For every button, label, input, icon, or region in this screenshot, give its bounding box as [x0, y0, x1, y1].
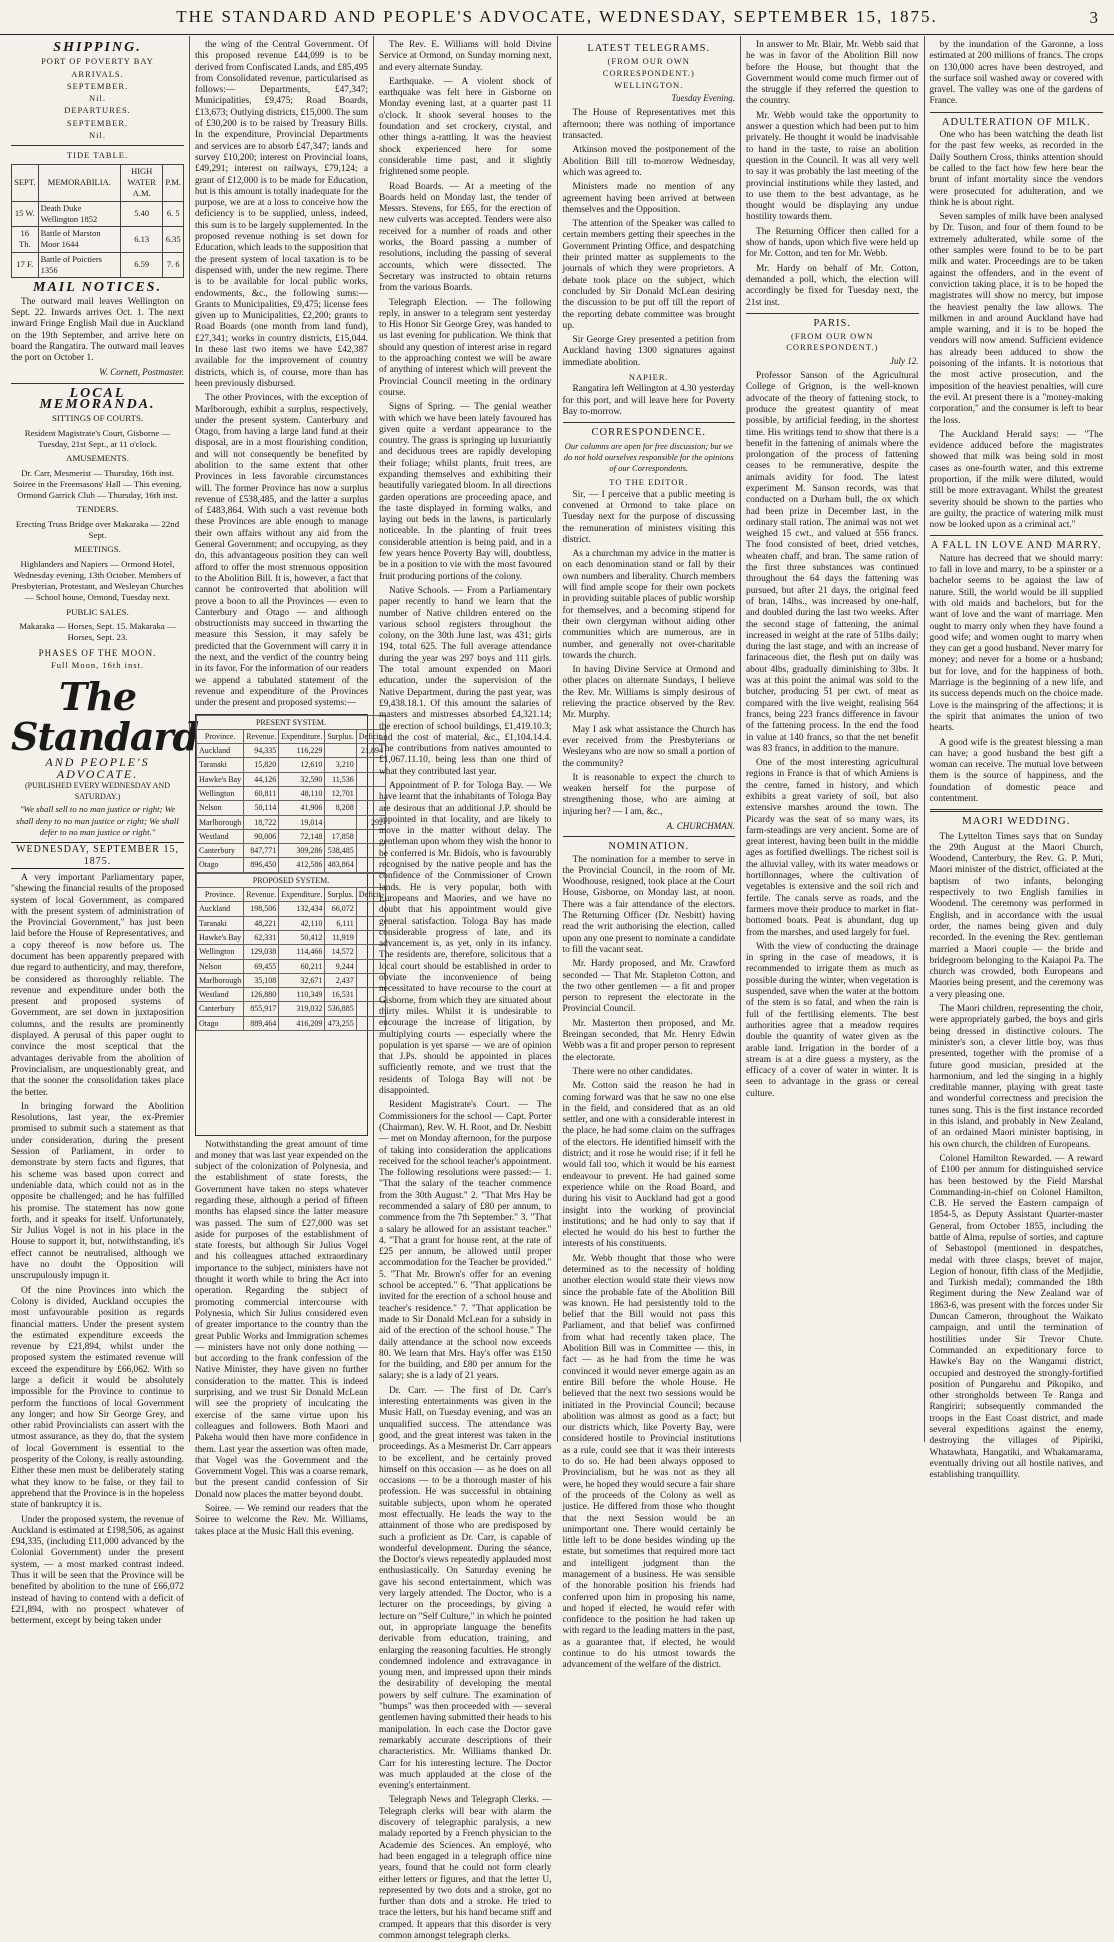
finance-cell: 41,906: [279, 801, 325, 815]
finance-cell: [325, 744, 356, 758]
proposed-system-label: PROPOSED SYSTEM.: [197, 873, 386, 887]
finance-row: [197, 1002, 386, 1016]
paris-paragraph: Professor Sanson of the Agricultural College of Grignon, is the well-known advocate of the theory of fattening stock, to produce the greatest quantity of meat possible, by artificial feeding, in the shortest time. His writings tend to show that there is a benefit in the fattening of animals where the prolongation of the process of fattening ceases to be remunerative, despite the animals avidity for food. The latest experiment M. Sanson records, was that conducted on a Durham bull, the ox which had been prize in December last, in the ordinary stall ration. The animal was not wet weighed 15 cwt., and valued at 556 francs. The food consisted of beet, dried vetches, wheaten chaff, and bran. The same ration of the first three substances was continued throughout the 64 days the fattening was pursued, but after 21 days, the original feed of bran, 14lbs., was increased by one-half, and doubled during the last two weeks. After the second stage of fattening, the animal increased in weight at the rate of 51lbs daily; during the last stage, and with an increase of farinaceous diet, the flesh put on daily was about 4lbs, gradually diminishing to 3lbs. It was at this point the animal was sold to the butcher, producing 51 per cwt. of meat as compared with the live weight, realising 564 francs, being 223 francs difference in favour of the fattening process. In the end the food in value at 140 francs, so that the net benefit was 83 francs, in addition to the manure.: [746, 371, 919, 754]
wedding-paragraph: The Lyttelton Times says that on Sunday the 29th August at the Maori Church, Woodend, Canterbury, the Rev. G. P. Muti, Maori minister of the district, officiated at the baptism of two infants, belonging respectively to two English families in Woodend. The ceremony was performed in English, and in accordance with the usual order, the names being given and duly recorded. In the evening the Rev. gentleman married a Maori couple — the bride and bridegroom belonging to the Kaiapoi Pa. The church was crowded, both Europeans and Maories being present, and the ceremony was a very pleasing one.: [929, 831, 1103, 1000]
mail-notices-heading: MAIL NOTICES.: [33, 280, 162, 296]
nomination-paragraph: The nomination for a member to serve in the Provincial Council, in the room of Mr. Woodhouse, resigned, took place at the Court House, Gisborne, on Monday last, at noon. There was a fair attendance of the electors. The Returning Officer (Dr. Nesbitt) having read the writ authorising the election, called upon any one present to nominate a candidate to fill the vacant seat.: [562, 854, 735, 955]
letter-paragraph: It is reasonable to expect the church to weaken herself for the purpose of strengthening those, who are aiming at injuring her? — I am, &c.,: [562, 772, 735, 817]
arrivals-entry: Nil.: [89, 93, 106, 104]
finance-cell: Taranaki: [197, 916, 244, 930]
finance-cell: 536,885: [325, 1002, 356, 1016]
departures-entry: Nil.: [89, 130, 106, 141]
finance-cell: 15,820: [244, 758, 279, 772]
local-news-item: Road Boards. — At a meeting of the Boards held on Monday last, the tender of Messrs. Stevens, for £65, for the erection of new culverts was accepted. Tenders were also received for a number of roads and other works, the Board passing a number of resolutions, including the passing of several accounts, which were dissected. The Secretary was instructed to obtain returns from the various Boards.: [379, 181, 552, 294]
finance-cell: 8,208: [325, 801, 356, 815]
finance-row: [197, 959, 386, 973]
finance-cell: Nelson: [197, 959, 244, 973]
mail-notice-text: The outward mail leaves Wellington on Sept. 22. Inwards arrives Oct. 1. The next inward Fringe English Mail due in Auckland on the 19th September, and arrive here on board the Rangatira. The outward mail leaves the port on October 1.: [11, 296, 184, 364]
finance-cell: Westland: [197, 829, 244, 843]
arrivals-month: SEPTEMBER.: [66, 80, 129, 91]
finance-cell: 66,072: [325, 902, 356, 916]
column-2: [190, 36, 383, 1537]
page-number: 3: [1089, 8, 1100, 27]
finance-cell: 847,771: [244, 844, 279, 858]
local-news-item: Telegraph News and Telegraph Clerks. — Telegraph clerks will bear with alarm the discovery of telegraphic paralysis, a new malady reported by a French physician to the Academie des Sciences. An employé, who had been engaged in a telegraph office nine years, found that he could not form clearly either letters or figures, and that the letter U, represented by two dots and a stroke, got no further than dots and a stroke. He tried to trace the letters, but his hand became stiff and cramped. It appears that this disorder is very common amongst telegraph clerks.: [379, 1795, 552, 1941]
finance-cell: 9,244: [325, 959, 356, 973]
telegrams-heading: LATEST TELEGRAMS.: [587, 43, 711, 54]
telegram-item: Sir George Grey presented a petition from Auckland having 1300 signatures against immediate abolition.: [562, 335, 735, 368]
finance-row: [197, 772, 386, 786]
newspaper-nameplate: [11, 674, 199, 802]
present-system-table: PRESENT SYSTEM. Province. Revenue. Expenditure. Surplus. Deficit. Auckland 94,335 116,229 21,894 Taranaki 15,820 12,610 3,210 Hawke's Bay 44,126 32,590 11,536 Wellington 60,811 48,110 12,701 Nelson 50,114 41,906 8,208 Marlborough 18,722 19,014 292 Westland 90,006 72,148 17,858 Canterbury 847,771 309,286 538,485 Otago 896,450 412,586 483,864: [196, 715, 386, 873]
finance-cell: 48,110: [279, 787, 325, 801]
financial-table: [195, 714, 383, 1136]
finance-cell: 32,671: [279, 973, 325, 987]
finance-cell: Nelson: [197, 801, 244, 815]
divider: [746, 313, 919, 314]
finance-cell: 132,434: [279, 902, 325, 916]
moon-phases-heading: PHASES OF THE MOON.: [38, 647, 157, 658]
newspaper-columns: [6, 36, 1108, 1941]
column-4: [558, 36, 742, 1671]
finance-row: [197, 829, 386, 843]
local-news-item: Native Schools. — From a Parliamentary paper recently to hand we learn that the number of Native children entered on the various school registers throughout the colony, on the 30th June last, was 431; girls 194, total 625. The full average attendance during the year was 297 boys and 111 girls. The total amount expended on Maori education, under the supervision of the Native Department, during the past year, was £9,438.18.1. Of this amount the salaries of masters and mistresses absorbed £4,321.14; the erection of school buildings, £1,419.10.3; and the cost of material, &c., £1,104.14.4. The contributions from natives amounted to £1,067.11.10, being less than one third of what they contributed last year.: [379, 585, 552, 777]
paris-date: July 12.: [890, 355, 919, 366]
finance-row: [197, 787, 386, 801]
letter-paragraph: As a churchman my advice in the matter is on each denomination stand or fall by their own numbers and liberality. Church members will find ample scope for their own pockets in providing suitable places of public worship for themselves, and a becoming stipend for their own clergyman without aiding other communities which are numerous, are in number, and generally not over-charitable towards the church.: [562, 549, 735, 661]
divider: [11, 145, 184, 146]
finance-cell: 44,126: [244, 772, 279, 786]
divider: [930, 112, 1104, 113]
finance-cell: 114,466: [279, 945, 325, 959]
leader-paragraph: The other Provinces, with the exception of Marlborough, exhibit a surplus, respectively, under the present system. Canterbury and Otago, from having a large land fund at their disposal, are in a most flourishing condition, and will not consequently be benefited by abolition to the same extent that other Provinces in less favorable circumstances will. The former Province has now a surplus revenue of £538,485, and the latter a surplus of £483,864. With such a vast revenue both these Provinces are able enough to manage their own affairs without any aid from the General Government; and occupying, as they do, this advantageous position they can well afford to offer the most strenuous opposition to the Abolition Bill. It is, however, a fact that cannot be controverted that abolition will prove a boon to all the Provinces — even to Canterbury and Otago — and although obstructionists may succeed in thwarting the measure this Session, it may safely be predicted that the Government will carry it in the next, and the verdict of the country being in its favor. For the information of our readers we append a tabulated statement of the revenue and expenditure of the Provinces under the present and proposed systems:—: [195, 393, 368, 709]
soiree-notice: Soiree. — We remind our readers that the Soiree to welcome the Rev. Mr. Williams, takes place at the Music Hall this evening.: [195, 1504, 368, 1537]
finance-cell: Otago: [197, 1016, 244, 1030]
article-paragraph: Notwithstanding the great amount of time and money that was last year expended on the subject of the colonization of Polynesia, and the establishment of state forests, the Government have taken no steps whatever regarding these, although a period of fifteen months has elapsed since the latter measure was passed. The sum of £27,000 was set aside for purposes of the establishment of state forests, but although Sir Julius Vogel and his colleagues attached extraordinary importance to the subject, ministers have not thought it worth while to bring the Act into operation. Regarding the subject of promoting commercial intercourse with Polynesia, which Sir Julius considered even of greater importance to the country than the great Public Works and Immigration schemes — ministers have not only done nothing — but according to the frank confession of the Native Minister, they have given no further consideration to the matter. This is indeed surprising, and we trust Sir Donald McLean will see the propriety of inculcating the exercise of the same virtue upon his colleagues and followers. Both Maori and Pakeha would then have more confidence in them. Last year the assertion was often made, that Vogel was the Government and the Government Vogel. This was a coarse remark, but the present candid confession of Sir Donald now places the matter beyond doubt.: [195, 1139, 368, 1500]
correspondence-heading: CORRESPONDENCE.: [591, 427, 706, 439]
finance-cell: Taranaki: [197, 758, 244, 772]
finance-row: [197, 930, 386, 944]
finance-cell: 60,211: [279, 959, 325, 973]
finance-row: [197, 815, 386, 829]
milk-paragraph: One who has been watching the death list for the past few weeks, as recorded in the Daily Southern Cross, thinks attention should be called to the fact how few here bear the brunt of infant mortality since the vendors were prosecuted for adulteration, and we think he is about right.: [929, 130, 1103, 208]
finance-row: [197, 744, 386, 758]
nomination-paragraph: The Returning Officer then called for a show of hands, upon which five were held up for Mr. Cotton, and ten for Mr. Webb.: [746, 226, 919, 260]
milk-paragraph: The Auckland Herald says: — "The evidence adduced before the magistrates showed that milk was being sold in most cases as one-fourth water, and this extreme proportion, if the milk were diluted, would still be more extravagant. Whilst the greatest severity should be shown to the parties who are guilty, the practice of watering milk must now be looked upon as a criminal act.": [929, 429, 1103, 531]
local-news-item: Appointment of P. for Tologa Bay. — We have learnt that the inhabitants of Tologa Bay are desirous that an additional J.P. should be appointed in that locality, and are likely to move in the matter without delay. The gentleman upon whom they wish the honor to be conferred is Mr. Bidois, who is favourably recognised by the native people and has the confidence of the Commissioner of Crown lands. He is very popular, both with Europeans and Maories, and we have no doubt that his appointment would give general satisfaction. Tologa Bay has made considerable progress of late, and its advancement is, as yet, only in its infancy. The residents are, therefore, solicitous that a local court should be established in order to obviate the inconvenience of being necessitated to have recourse to the court at Gisborne, from which they are situated about thirty miles. Whilst it is undesirable to encourage the increase of litigation, by multiplying courts — especially where the population is yet sparse — we are of opinion that J.Ps. should be appointed in places sufficiently remote, and we trust that the residents of Tologa Bay will not be disappointed.: [379, 781, 552, 1097]
letter-signature: A. CHURCHMAN.: [666, 821, 735, 831]
finance-cell: Marlborough: [197, 973, 244, 987]
divider: [11, 383, 184, 384]
maori-wedding-heading: MAORI WEDDING.: [961, 815, 1071, 828]
arrivals-heading: ARRIVALS.: [71, 68, 124, 79]
nomination-paragraph: Mr. Hardy on behalf of Mr. Cotton, demanded a poll, which, the election will accordingly be fixed for Tuesday next, the 21st inst.: [746, 263, 919, 308]
milk-paragraph: Seven samples of milk have been analysed by Dr. Tuson, and four of them found to be extremely adulterated, while some of the other samples were found to be to be part milk and water. Proceedings are to be taken against the offenders, and in the event of conviction taking place, it is to be hoped the magistrates will show no mercy, but impose the heaviest penalty the law allows. The milkmen in and around Auckland have had ample warning, and it is to be hoped the vendors will now amend. Sufficient evidence has already been adduced to show the poisoning of the infants. It is notorious that the most active prosecution, and the imposition of the heaviest penalties, will cure the evil. At present there is a "money-making corporation," and the consumer is left to bear the loss.: [929, 212, 1103, 426]
letter-paragraph: May I ask what assistance the Church has ever received from the Presbyterians or Wesleyans who are now so small a portion of the community?: [562, 724, 735, 769]
finance-cell: Hawke's Bay: [197, 772, 244, 786]
port-heading: PORT OF POVERTY BAY: [41, 56, 154, 67]
telegram-item: Ministers made no mention of any agreement having been arrived at between themselves and the Opposition.: [562, 182, 735, 215]
finance-cell: 538,485: [325, 844, 356, 858]
leader-paragraph: A very important Parliamentary paper, "shewing the financial results of the proposed system of local Government, as compared with the present system of administration of the Provincial Government," has just been laid before the House of Representatives, and a copy thereof is now before us. The document has been apparently prepared with due regard to authenticity, and may, therefore, be considered as thoroughly reliable. The revenue and expenditure under both the present and proposed systems of Government, are set down in juxtaposition columns, and the results are prominently displayed. A perusal of this paper ought to convince the most sceptical that the advantages derivable from the abolition of Provincialism, are unquestionably great, and that the sooner the consolidation takes place the better.: [11, 872, 184, 1098]
finance-row: [197, 801, 386, 815]
nameplate-title: The Standard: [11, 674, 199, 760]
finance-cell: 116,229: [279, 744, 325, 758]
finance-cell: 32,590: [279, 772, 325, 786]
finance-cell: 483,864: [325, 858, 356, 872]
love-paragraph: Nature has decreed that we should marry: to fall in love and marry, to be a spinster or a bachelor seems to be against the law of nature. Still, the world would be ill supplied with old maids and bachelors, but for the want of love and the want of marriage. Men ought to marry only when they have found a good wife; and women ought to marry when they can get a good husband. Never marry for money; and never for a home or a husband; but for love, and for the happiness of both. Marriage is the beginning of a new life, and its success depends much on the choice made. Love is the mainspring of the affections; it is the spirit that animates the union of two hearts.: [929, 553, 1103, 734]
finance-cell: [325, 815, 356, 829]
telegram-date: Tuesday Evening.: [671, 93, 735, 104]
finance-row: [197, 902, 386, 916]
nameplate-subtitle: AND PEOPLE'S ADVOCATE.: [45, 755, 150, 781]
finance-row: [197, 988, 386, 1002]
shipping-heading: SHIPPING.: [53, 40, 142, 55]
finance-cell: Canterbury: [197, 1002, 244, 1016]
column-6: [925, 36, 1109, 1481]
divider: [930, 535, 1104, 536]
finance-cell: 42,110: [279, 916, 325, 930]
leader-paragraph: Under the proposed system, the revenue of Auckland is estimated at £198,506, as against £94,335, (including £11,000 advanced by the Colonial Government) under the present system, — a most marked contrast indeed. Thus it will be seen that the Province will be benefited by abolition to the tune of £66,072 instead of having to contend with a deficit of £21,894, with no prospect whatever of betterment, except by being taken under: [11, 1514, 184, 1627]
local-memoranda: SITTINGS OF COURTS. Resident Magistrate's Court, Gisborne — Tuesday, 21st Sept., at 11 o'clock. AMUSEMENTS. Dr. Carr, Mesmerist — Thursday, 16th inst. Soiree in the Freemasons' Hall — This evening. Ormond Garrick Club — Thursday, 16th inst. TENDERS. Erecting Truss Bridge over Makaraka — 22nd Sept. MEETINGS. Highlanders and Napiers — Ormond Hotel, Wednesday evening, 13th October. Members of Presbyterian, Protestant, and Wesleyan Churches — School house, Ormond, Tuesday next. PUBLIC SALES. Makaraka — Horses, Sept. 15. Makaraka — Horses, Sept. 23.: [11, 413, 184, 643]
letter-addressee: TO THE EDITOR.: [609, 477, 689, 488]
motto: "We shall sell to no man justice or right; We shall deny to no man justice or right; We shall defer to no man justice or right.": [16, 804, 179, 838]
finance-cell: Westland: [197, 988, 244, 1002]
finance-cell: 319,032: [279, 1002, 325, 1016]
paris-paragraph: One of the most interesting agricultural regions in France is that of which Amiens is the centre, famed in history, and which exhibits a great variety of soil, but also extensive marshes around the town. The Picardy was the seat of so many wars, its farm-steadings are very ancient. Some are of great interest, having been built in the middle ages as fortified dwellings. The richest soil is the alluvial valley, with its water meadows or hortillonnages, where the cultivation of vegetables is extensive and the soil rich and fertile. The canals serve as roads, and the farmers move their produce to market in flat-bottomed boats. Peat is abundant, dug up from the marshes, and used largely for fuel.: [746, 758, 919, 938]
local-news-item: Earthquake. — A violent shock of earthquake was felt here in Gisborne on Monday evening last, at a quarter past 11 o'clock. It shook several houses to the foundation and set crockery, crystal, and other things a-rattling. It was the heaviest shock experienced here for some considerable time past, and it slightly frightened some people.: [379, 76, 552, 178]
finance-cell: 110,349: [279, 988, 325, 1002]
divider: [563, 836, 736, 837]
finance-cell: Wellington: [197, 787, 244, 801]
column-3: [374, 36, 558, 1941]
tide-row: 17 F. Battle of Poictiers 1356 6.59 7. 6: [12, 252, 184, 278]
finance-cell: 2,437: [325, 973, 356, 987]
finance-row: [197, 973, 386, 987]
telegram-item: Atkinson moved the postponement of the Abolition Bill till to-morrow Wednesday, which was agreed to.: [562, 145, 735, 178]
proposed-system-table: PROPOSED SYSTEM. Province. Revenue. Expenditure. Surplus. Deficit. Auckland 198,506 132,434 66,072 Taranaki 48,221 42,110 6,111 Hawke's Bay 62,331 50,412 11,919 Wellington 129,038 114,466 14,572 Nelson 69,455 60,211 9,244 Marlborough 35,108 32,671 2,437 Westland 126,880 110,349 16,531 Canterbury 855,917 319,032 536,885 Otago 889,464 416,209 473,255: [196, 873, 386, 1031]
local-memoranda-heading: LOCAL MEMORANDA.: [39, 385, 156, 413]
paris-heading: PARIS.: [813, 317, 851, 329]
finance-row: [197, 916, 386, 930]
telegram-place-napier: NAPIER.: [628, 372, 669, 383]
finance-cell: 292: [356, 815, 385, 829]
finance-cell: Canterbury: [197, 844, 244, 858]
finance-cell: 90,006: [244, 829, 279, 843]
finance-cell: 6,111: [325, 916, 356, 930]
departures-heading: DEPARTURES.: [64, 105, 131, 116]
finance-row: [197, 1016, 386, 1030]
finance-cell: 14,572: [325, 945, 356, 959]
finance-cell: 50,114: [244, 801, 279, 815]
telegram-item: The attention of the Speaker was called to certain members getting their speeches in the Government Printing Office, and despatching their printed matter as supplements to the journals of which they were proprietors. A debate took place on the subject, which concluded by Sir Donald McLean desiring the discussion to be put off till the report of the reporting debate committee was brought up.: [562, 219, 735, 331]
finance-row: [197, 844, 386, 858]
nomination-heading: NOMINATION.: [608, 841, 690, 853]
finance-cell: 11,919: [325, 930, 356, 944]
page-header: [0, 0, 1114, 35]
tide-col-memorabilia: MEMORABILIA.: [38, 164, 120, 201]
paris-source: (FROM OUR OWN CORRESPONDENT.): [786, 331, 879, 353]
finance-cell: Marlborough: [197, 815, 244, 829]
leader-paragraph: In bringing forward the Abolition Resolutions, last year, the ex-Premier promised to submit such a statement as that under consideration, during the present Session of Parliament, in order to demonstrate by stern facts and figures, that his scheme was based upon correct and undeniable data, which could not as in the opposite be challenged; and he has fulfilled his promise. The statement has now gone forth, and it speaks for itself. Unfortunately, Sir Julius Vogel is not in his place in the House to support it, but, notwithstanding, it's effect cannot be neutralised, although we have no doubt the Opposition will unscrupulously impugn it.: [11, 1101, 184, 1282]
column-5: [741, 36, 925, 1442]
finance-cell: 18,722: [244, 815, 279, 829]
finance-cell: 21,894: [356, 744, 385, 758]
finance-row: [197, 945, 386, 959]
finance-cell: 126,880: [244, 988, 279, 1002]
local-news-item: Resident Magistrate's Court. — The Commissioners for the school — Capt. Porter (Chairman), Rev. W. H. Root, and Dr. Nesbitt — met on Monday afternoon, for the purpose of taking into consideration the applications received for the school teacher's appointment. The following resolutions were passed:— 1. "That the salary of the teacher commence from the 30th August." 2. "That Mrs Hay be recommended a salary of £80 per annum, to commence from the 7th September." 3. "That a salary be allowed for an assistant teacher." 4. "That a grant for house rent, at the rate of £25 per annum, be allowed until proper accommodation for the Teacher be provided." 5. "That Mr. Brown's offer for an evening school be accepted." 6. "That applications be invited for the erection of a school house and teacher's residence." 7. "That application be made to Sir Donald McLean for a subsidy in aid of the erection of the school house." The daily attendance at the school now exceeds 80. We learn that Mrs. Hay's offer was £150 for the building, and £80 per annum for the salary; she is a lady of 21 years.: [379, 1100, 552, 1382]
finance-cell: 17,858: [325, 829, 356, 843]
finance-cell: 62,331: [244, 930, 279, 944]
letter-paragraph: Sir, — I perceive that a public meeting is convened at Ormond to take place on Tuesday next for the purpose of discussing the remuneration of ministers visiting this district.: [562, 489, 735, 545]
finance-cell: Auckland: [197, 744, 244, 758]
finance-cell: Auckland: [197, 902, 244, 916]
finance-cell: 855,917: [244, 1002, 279, 1016]
finance-cell: 60,811: [244, 787, 279, 801]
finance-cell: Otago: [197, 858, 244, 872]
love-paragraph: A good wife is the greatest blessing a man can have; a good husband the best gift a woman can receive. The mutual love between them is the source of happiness, and the foundation of domestic peace and contentment.: [929, 737, 1103, 804]
letter-paragraph: In having Divine Service at Ormond and other places on alternate Sundays, I believe the Rev. Mr. Williams is simply desirous of relieving the practice observed by the Rev. Mr. Murphy.: [562, 665, 735, 721]
nomination-paragraph: Mr. Webb would take the opportunity to answer a question which had been put to him privately. He thought it would be inadvisable to hand in the taste, to raise an abolition question in the Council. It was all very well to say it was probably the last meeting of the provincial institutions while they lasted, and to use them to the best advantage, as he thought would be displaying any undue hostility towards them.: [746, 110, 919, 223]
local-news-item: Telegraph Election. — The following reply, in answer to a telegram sent yesterday to His Honor Sir George Grey, was handed to us last evening for publication. We think that should any question of interest arise in regard to the approaching contest we will be aware of anything of interest which will prevent the Provincial Council meeting in the ordinary course.: [379, 297, 552, 398]
finance-cell: 12,610: [279, 758, 325, 772]
finance-cell: 896,450: [244, 858, 279, 872]
finance-cell: 3,210: [325, 758, 356, 772]
finance-cell: 12,701: [325, 787, 356, 801]
publication-note: (PUBLISHED EVERY WEDNESDAY AND SATURDAY.): [25, 780, 170, 802]
tide-table: [11, 164, 184, 279]
telegram-item: Rangatira left Wellington at 4.30 yesterday for this port, and will leave here for Poverty Bay to-morrow.: [562, 384, 735, 417]
nomination-paragraph: In answer to Mr. Blair, Mr. Webb said that he was in favor of the Abolition Bill now before the House, but thought that the Government would come much firmer out of the struggle if they referred the question to the country.: [746, 40, 919, 107]
leader-paragraph: the wing of the Central Government. Of this proposed revenue £44,099 is to be derived from Confiscated Lands, and £85,495 from Consolidated revenue, particularised as follows:— Departments, £47,347; Municipalities, £9,475; Road Boards, £13,673; Outlying districts, £15,000. The sum of £30,200 is to be raised by Treasury Bills. In the expenditure, Provincial Departments and services are to absorb £47,347; lands and survey £10,200; interest on Provincial loans, £49,291; interest on railways, £79,124; a grant of £12,000 is to be made for Education, but is this amount is totally inadequate for the purpose, we are at a loss to conceive how the deficiency is to be supplied, unless, indeed, this sum is to be largely supplemented. In the proposed revenue nothing is set down for Education, which leads to the supposition that the present system of local taxation is to be dispensed with, under the new regime. There is to be available for local public works, endowments, &c., the following sums:— Grants to Municipalities, £9,475; license fees given up to Municipalities, £2,200; grants to Road Boards (one month from land fund), £27,341; works in country districts, £15,044. In these last two items we have £42,387 available for the improvement of country districts, which is, of course, more than has been previously disbursed.: [195, 40, 369, 389]
nomination-paragraph: There were no other candidates.: [572, 1066, 693, 1077]
divider: [563, 422, 736, 423]
dateline: WEDNESDAY, SEPTEMBER 15, 1875.: [11, 842, 184, 869]
correspondence-disclaimer: Our columns are open for free discussion; but we do not hold ourselves responsible for the opinions of our Correspondents.: [563, 440, 734, 474]
paris-paragraph: by the inundation of the Garonne, a loss estimated at 200 millions of francs. The crops on 130,000 acres have been destroyed, and the surface soil washed away or covered with gravel. The valley was one of the gardens of France.: [929, 40, 1103, 107]
postmaster-signature: W. Cornett, Postmaster.: [99, 367, 184, 378]
tide-row: 16 Th. Battle of Marston Moor 1644 6.13 6.35: [12, 227, 184, 253]
wedding-paragraph: Colonel Hamilton Rewarded. — A reward of £100 per annum for distinguished service has been bestowed by the Field Marshal Commanding-in-chief on Colonel Hamilton, C.B. He served the Eastern campaign of 1854-5, as Deputy Assistant Quarter-master General, from October 1855, including the battle of Alma, repulse of sorties, and capture of Sebastopol (mentioned in despatches, medal with three clasps, brevet of major, Legion of honour, fifth class of the Medjidie, and Turkish medal); commanded the 18th Regiment during the New Zealand war of 1863-6, was present with the forces under Sir Duncan Cameron, throughout the Waikato campaign, and until the termination of hostilities under Sir Trevor Chute. Commanded an expeditionary force to Hawke's Bay on the Wanganui district, occupied and destroyed the strongly-fortified position of Pungarehu and Pikopiko, and other strongholds between Te Ranga and Rangiriri; subsequently commanded the troops in the East Coast district, and made several expeditions against the enemy, destroying the villages of Pipiriki, Whatawhata, Hangatiki, and Whakamarama, eventually driving out all hostile natives, and establishing tranquillity.: [929, 1153, 1103, 1481]
departures-month: SEPTEMBER.: [66, 117, 129, 128]
finance-cell: 48,221: [244, 916, 279, 930]
finance-cell: 309,286: [279, 844, 325, 858]
finance-cell: 16,531: [325, 988, 356, 1002]
telegram-place-wellington: WELLINGTON.: [614, 79, 684, 90]
nomination-paragraph: Mr. Webb thought that those who were determined as to the necessity of holding another election would state their views now since the probable fate of the Abolition Bill was known. He had persistently told to the belief that the Bill would not pass this Parliament, and that belief was confirmed from what had recently taken place. The Abolition Bill was in Committee — this, in fact — as he had from the time he was convinced it would never emerge again as an entire Bill before the whole House. He believed that the next two sessions would be initiated in the Provincial Council; because abolition was almost as good as a fact; but our districts which, like Poverty Bay, were considered hostile to Provincial institutions as a rule, could see that it was their interests to do so. He had been always opposed to Provincialism, but he was not as they all were, he hoped they would secure a fair share of the proceeds of the Colony as well as justice. He differed from those who thought that the next Session would be an unimportant one. There would certainly be little left to be done besides winding up the estate, but sometimes that required more tact and intelligent judgment than the management of a business. He was sensible of the honorable position his friends had conferred upon him in proposing his name, and hoped if elected, he would refer with confidence to the position he had taken up with regard to the leading matters in the past, as a guarantee that, if elected, he would continue to do his utmost towards the advancement of the welfare of the district.: [562, 1253, 735, 1671]
paris-paragraph: With the view of conducting the drainage in spring in the case of meadows, it is recommended to irrigate them as much as possible during the winter, when vegetation is suspended, save when the water at the bottom of the stem is so fatal, and when the rain is full of the fertilising elements. The best authorities agree that a meadow requires double the quantity of water given as the arable land. Irrigation in the border of a stream is at a dire guess a mystery, as the efficacy of a cover of water in winter. It is seen to advantage in the grass or cereal culture.: [746, 941, 919, 1099]
finance-cell: Wellington: [197, 945, 244, 959]
local-news-item: Dr. Carr. — The first of Dr. Carr's interesting entertainments was given in the Music Hall, on Tuesday evening, and was an unqualified success. The attendance was good, and the great interest was taken in the proceedings. As a Mesmerist Dr. Carr appears to be excellent, and he certainly proved himself on this occasion — as he does on all occasions — to be a thorough master of his profession. He was successful in obtaining suitable subjects, upon whom he operated most effectually. He leads the way to the attainment of those who are predisposed by such a proficient as Dr. Carr, is capable of wonderful development. During the séance, the Doctor's views repeatedly applauded most enthusiastically. On Saturday evening he gave his second entertainment, which was very largely attended. The Doctor, who is a lecturer on the proceedings, by giving a lecture on "Self Culture," in which he pointed out, in appropriate language the benefits derivable from education, training, and enlarging the reasoning faculties. He strongly condemned indolence and extravagance in young men, and impressed upon their minds the desirability of developing the mental powers by self culture. The examination of "bumps" was then proceeded with — several gentlemen having submitted their heads to his manipulation. In each case the Doctor gave remarkably accurate descriptions of their characteristics. Mr. Williams thanked Dr. Carr for his interesting lecture. The Doctor was much applauded at the close of the evening's entertainment.: [379, 1385, 552, 1792]
finance-cell: 889,464: [244, 1016, 279, 1030]
finance-cell: 416,209: [279, 1016, 325, 1030]
nomination-paragraph: Mr. Cotton said the reason he had in coming forward was that he saw no one else in the field, and considered that as an old settler, and one with a considerable interest in the place, he had some claim on the suffrages of the electors. He identified himself with the district; and it rose he would rise; if it fell he would fall too, which it would be his earnest endeavour to prevent. He had gained some experience while on the Road Board, and during his visit to Auckland had got a good insight into the working of provincial institutions; and he had only to say that if elected he would do his best to further the interests of his constituents.: [562, 1081, 735, 1250]
local-news-item: Signs of Spring. — The genial weather with which we have been lately favoured has given quite a verdant appearance to the country. The grass is springing up luxuriantly and deciduous trees are rapidly developing their foliage; whilst plants, fruit trees, are expanding themselves and exhibiting their beautifully variegated bloom. In all directions garden operations are proceeding apace, and the taste displayed in forming walks, and laying out beds in the lawns, is particularly noticeable. In the planting of fruit trees considerable attention is being paid, and in a few years hence Poverty Bay will, doubtless, be in a position to vie with the most favoured fruit producing portions of the colony.: [379, 402, 552, 582]
finance-cell: 69,455: [244, 959, 279, 973]
masthead-title: THE STANDARD AND PEOPLE'S ADVOCATE, WEDNESDAY, SEPTEMBER 15, 1875.: [176, 7, 938, 26]
telegram-item: The House of Representatives met this afternoon; there was nothing of importance transacted.: [562, 108, 735, 142]
finance-cell: 72,148: [279, 829, 325, 843]
nomination-paragraph: Mr. Hardy proposed, and Mr. Crawford seconded — That Mr. Stapleton Cotton, and the two other gentlemen — a fit and proper person to represent the electorate in the Provincial Council.: [562, 959, 735, 1015]
finance-cell: 35,108: [244, 973, 279, 987]
finance-cell: 50,412: [279, 930, 325, 944]
finance-cell: 412,586: [279, 858, 325, 872]
finance-cell: 94,335: [244, 744, 279, 758]
finance-cell: 198,506: [244, 902, 279, 916]
finance-cell: 473,255: [325, 1016, 356, 1030]
finance-cell: 11,536: [325, 772, 356, 786]
tide-col-pm: P.M.: [163, 164, 184, 201]
telegrams-source: (FROM OUR OWN CORRESPONDENT.): [602, 56, 695, 78]
finance-cell: Hawke's Bay: [197, 930, 244, 944]
wedding-paragraph: The Maori children, representing the choir, were appropriately garbed, the boys and girls being dressed in distinctive colours. The minister's son, a clever little boy, was thus presented, together with the promise of a future good musician, presided at the harmonium, and led the singing in a highly creditable manner, playing with great taste and wonderful correctness and precision the tunes sung. This is the first instance recorded in this island, and probably in New Zealand, of an ordained Maori minister baptising, in his own church, the children of Europeans.: [929, 1004, 1103, 1150]
love-marry-heading: A FALL IN LOVE AND MARRY.: [930, 540, 1102, 552]
moon-phase-text: Full Moon, 16th inst.: [50, 659, 145, 670]
divider: [930, 809, 1104, 812]
tide-col-sept: SEPT.: [12, 164, 39, 201]
column-1: [6, 36, 199, 1627]
finance-cell: 129,038: [244, 945, 279, 959]
tide-table-heading: TIDE TABLE.: [66, 150, 129, 161]
tide-row: 15 W. Death Duke Wellington 1852 5.40 6. 5: [12, 201, 184, 227]
local-news-item: The Rev. E. Williams will hold Divine Service at Ormond, on Sunday morning next, and every alternate Sunday.: [379, 40, 552, 73]
tide-col-am: HIGH WATER A.M.: [121, 164, 163, 201]
finance-row: [197, 858, 386, 872]
milk-adulteration-heading: ADULTERATION OF MILK.: [941, 116, 1091, 128]
finance-cell: 19,014: [279, 815, 325, 829]
finance-row: [197, 758, 386, 772]
present-system-label: PRESENT SYSTEM.: [197, 715, 386, 729]
nomination-paragraph: Mr. Masterton then proposed, and Mr. Breingan seconded, that Mr. Henry Edwin Webb was a fit and proper person to represent the electorate.: [562, 1018, 735, 1063]
leader-paragraph: Of the nine Provinces into which the Colony is divided, Auckland occupies the most unfavourable position as regards financial matters. Under the present system the estimated expenditure exceeds the revenue by £21,894, whilst under the proposed system the estimated revenue will exceed the expenditure by £66,062. With so large a deficit it would be absolutely impossible for the Province to continue to perform the functions of local Government any longer; and how Sir George Grey, and other rabid Provincialists can assert with the utmost assurance, as they do, that the system of local Government is essential to the prosperity of the Colony, is really astounding. Either these men must be deliberately stating what they know to be false, or they fail to apprehend that the Province is in the hopeless state of bankruptcy it is.: [11, 1285, 184, 1511]
